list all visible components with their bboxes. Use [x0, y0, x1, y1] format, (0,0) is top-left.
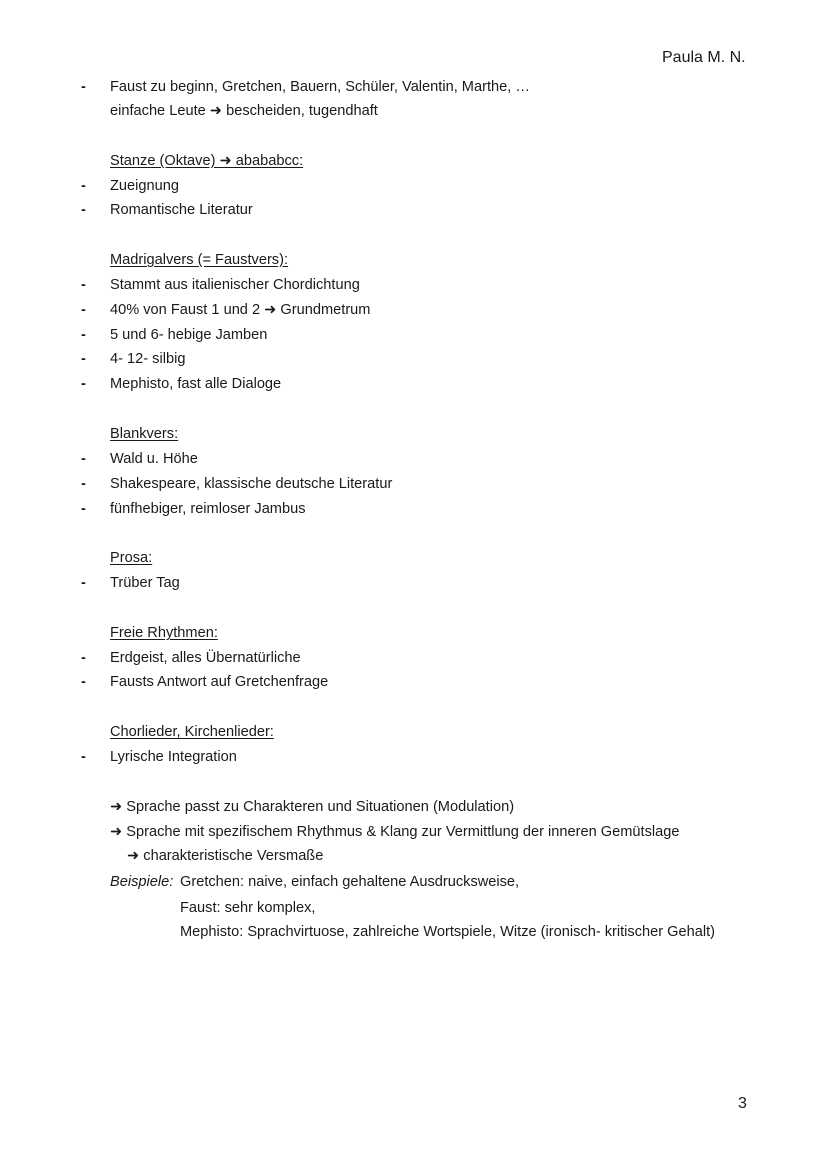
bullet-dash: - [81, 749, 86, 765]
bullet-dash: - [81, 178, 86, 194]
examples-label: Beispiele: [110, 874, 174, 890]
list-item: Lyrische Integration [110, 749, 237, 765]
bullet-dash: - [81, 327, 86, 343]
list-item: 5 und 6- hebige Jamben [110, 327, 268, 343]
list-item: Mephisto, fast alle Dialoge [110, 376, 282, 392]
section-heading-freie-rhythmen: Freie Rhythmen: [110, 625, 218, 641]
intro-bullet-text: Faust zu beginn, Gretchen, Bauern, Schüler, Valentin, Marthe, … [110, 79, 530, 95]
bullet-dash: - [81, 674, 86, 690]
list-item: Shakespeare, klassische deutsche Literatur [110, 476, 393, 492]
example-faust: Faust: sehr komplex, [180, 900, 316, 916]
list-item: Erdgeist, alles Übernatürliche [110, 650, 301, 666]
list-item: 4- 12- silbig [110, 351, 186, 367]
list-item: 40% von Faust 1 und 2 ➜ Grundmetrum [110, 302, 371, 318]
list-item: Zueignung [110, 178, 179, 194]
list-item: Wald u. Höhe [110, 451, 198, 467]
bullet-dash: - [81, 650, 86, 666]
list-item: Romantische Literatur [110, 202, 253, 218]
bullet-dash: - [81, 302, 86, 318]
list-item: fünfhebiger, reimloser Jambus [110, 501, 306, 517]
section-heading-madrigalvers: Madrigalvers (= Faustvers): [110, 252, 289, 268]
bullet-dash: - [81, 451, 86, 467]
list-item: Stammt aus italienischer Chordichtung [110, 277, 360, 293]
section-heading-prosa: Prosa: [110, 550, 153, 566]
bullet-dash: - [81, 351, 86, 367]
example-mephisto: Mephisto: Sprachvirtuose, zahlreiche Wortspiele, Witze (ironisch- kritischer Gehalt) [180, 924, 716, 940]
page-number: 3 [738, 1095, 747, 1112]
bullet-dash: - [81, 202, 86, 218]
section-heading-chorlieder: Chorlieder, Kirchenlieder: [110, 724, 274, 740]
intro-continuation-text: einfache Leute ➜ bescheiden, tugendhaft [110, 103, 378, 119]
conclusion-line: ➜ charakteristische Versmaße [127, 848, 324, 864]
example-gretchen: Gretchen: naive, einfach gehaltene Ausdrucksweise, [180, 874, 520, 890]
list-item: Trüber Tag [110, 575, 180, 591]
bullet-dash: - [81, 501, 86, 517]
bullet-dash: - [81, 79, 86, 95]
bullet-dash: - [81, 476, 86, 492]
author-name: Paula M. N. [662, 49, 746, 66]
conclusion-line: ➜ Sprache mit spezifischem Rhythmus & Klang zur Vermittlung der inneren Gemütslage [110, 824, 680, 840]
section-heading-blankvers: Blankvers: [110, 426, 179, 442]
bullet-dash: - [81, 277, 86, 293]
section-heading-stanze: Stanze (Oktave) ➜ abababcc: [110, 153, 304, 169]
conclusion-line: ➜ Sprache passt zu Charakteren und Situationen (Modulation) [110, 799, 515, 815]
bullet-dash: - [81, 376, 86, 392]
bullet-dash: - [81, 575, 86, 591]
list-item: Fausts Antwort auf Gretchenfrage [110, 674, 329, 690]
